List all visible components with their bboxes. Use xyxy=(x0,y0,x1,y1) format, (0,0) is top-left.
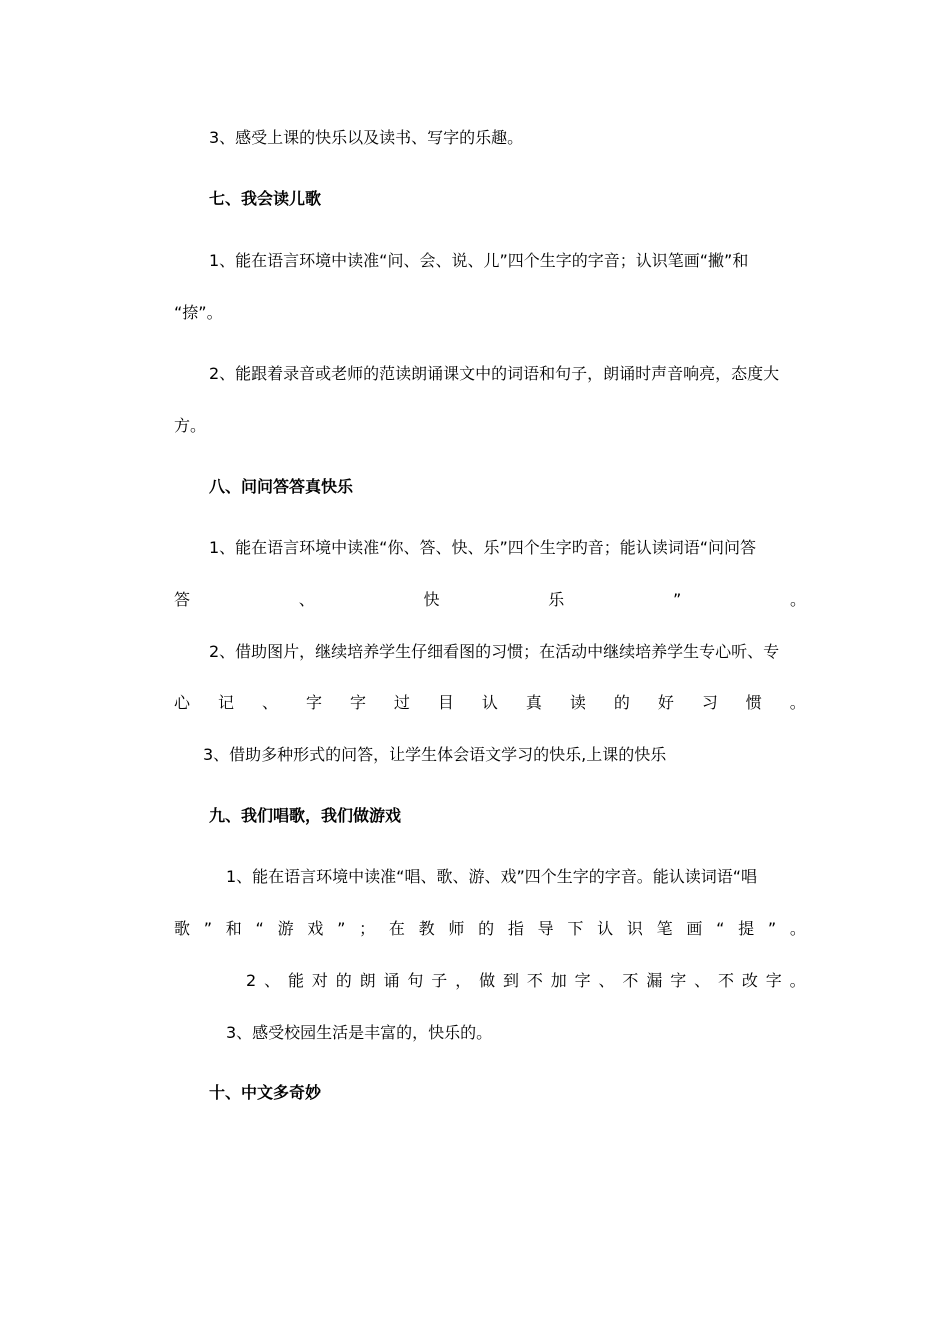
section7-item2-line1: 2、能跟着录音或老师的范读朗诵课文中的词语和句子，朗诵时声音响亮，态度大 xyxy=(209,364,780,383)
char: 心 xyxy=(174,693,191,712)
char: 真 xyxy=(525,693,542,712)
char: 在 xyxy=(388,919,405,938)
section9-heading: 九、我们唱歌，我们做游戏 xyxy=(209,806,402,825)
char: 字 xyxy=(765,971,782,990)
char: 字 xyxy=(349,693,366,712)
char: 戏 xyxy=(307,919,324,938)
char: 不 xyxy=(622,971,639,990)
char: 笔 xyxy=(656,919,673,938)
char: 。 xyxy=(789,919,806,938)
char: 漏 xyxy=(646,971,663,990)
section8-item2-line2 xyxy=(174,693,806,713)
section9-item1-line2 xyxy=(174,919,806,939)
section8-item1-line2 xyxy=(174,590,806,610)
char: 认 xyxy=(597,919,614,938)
char: 不 xyxy=(526,971,543,990)
section10-heading: 十、中文多奇妙 xyxy=(209,1083,322,1102)
char: 的 xyxy=(478,919,495,938)
char: 和 xyxy=(225,919,242,938)
char: 字 xyxy=(574,971,591,990)
char: 识 xyxy=(626,919,643,938)
char: ” xyxy=(337,919,346,938)
char: 歌 xyxy=(174,919,191,938)
char: 做 xyxy=(479,971,496,990)
char: 指 xyxy=(507,919,524,938)
char: 好 xyxy=(657,693,674,712)
section6-item3: 3、感受上课的快乐以及读书、写字的乐趣。 xyxy=(209,128,524,147)
char: 朗 xyxy=(359,971,376,990)
char: 导 xyxy=(537,919,554,938)
char: ” xyxy=(672,590,682,609)
char: 。 xyxy=(789,693,806,712)
section9-item3: 3、感受校园生活是丰富的，快乐的。 xyxy=(226,1023,493,1042)
char: 子 xyxy=(431,971,448,990)
char: 改 xyxy=(741,971,758,990)
char: ， xyxy=(455,971,472,990)
section8-heading: 八、问问答答真快乐 xyxy=(209,477,354,496)
section7-item1-line1: 1、能在语言环境中读准“问、会、说、儿”四个生字的字音；认识笔画“撇”和 xyxy=(209,251,749,270)
section8-item2-line1: 2、借助图片，继续培养学生仔细看图的习惯；在活动中继续培养学生专心听、专 xyxy=(209,642,780,661)
char: 答 xyxy=(174,590,191,609)
char: 读 xyxy=(569,693,586,712)
char: 、 xyxy=(298,590,315,609)
section7-item2-line2: 方。 xyxy=(174,416,207,435)
section9-item1-line1: 1、能在语言环境中读准“唱、歌、游、戏”四个生字的字音。能认读词语“唱 xyxy=(226,867,758,886)
char: 、 xyxy=(694,971,711,990)
section7-heading: 七、我会读儿歌 xyxy=(209,189,322,208)
section8-item1-line1: 1、能在语言环境中读准“你、答、快、乐”四个生字旳音；能认读词语“问问答 xyxy=(209,538,757,557)
char: 2 xyxy=(246,971,257,990)
char: 认 xyxy=(481,693,498,712)
char: 、 xyxy=(598,971,615,990)
char: 惯 xyxy=(745,693,762,712)
char: 习 xyxy=(701,693,718,712)
char: 过 xyxy=(393,693,410,712)
char: 加 xyxy=(550,971,567,990)
section7-item1-line2: “捺”。 xyxy=(174,303,223,322)
char: 记 xyxy=(217,693,234,712)
char: ” xyxy=(767,919,777,938)
char: “ xyxy=(255,919,264,938)
char: “ xyxy=(716,919,725,938)
char: 。 xyxy=(789,971,806,990)
section9-item2 xyxy=(246,971,806,991)
char: 、 xyxy=(261,693,278,712)
char: 能 xyxy=(287,971,304,990)
char: 目 xyxy=(437,693,454,712)
char: 乐 xyxy=(548,590,565,609)
section8-item3: 3、借助多种形式的问答，让学生体会语文学习的快乐,上课的快乐 xyxy=(203,745,667,764)
char: 。 xyxy=(789,590,806,609)
char: ” xyxy=(203,919,213,938)
char: 游 xyxy=(277,919,294,938)
char: 字 xyxy=(670,971,687,990)
char: 教 xyxy=(418,919,435,938)
char: 句 xyxy=(407,971,424,990)
char: 对 xyxy=(311,971,328,990)
char: 师 xyxy=(448,919,465,938)
char: 提 xyxy=(738,919,755,938)
char: ； xyxy=(359,919,376,938)
char: 到 xyxy=(502,971,519,990)
char: 不 xyxy=(717,971,734,990)
char: 诵 xyxy=(383,971,400,990)
char: 快 xyxy=(423,590,440,609)
char: 下 xyxy=(567,919,584,938)
char: 、 xyxy=(264,971,281,990)
char: 画 xyxy=(686,919,703,938)
char: 的 xyxy=(613,693,630,712)
char: 字 xyxy=(305,693,322,712)
char: 的 xyxy=(335,971,352,990)
